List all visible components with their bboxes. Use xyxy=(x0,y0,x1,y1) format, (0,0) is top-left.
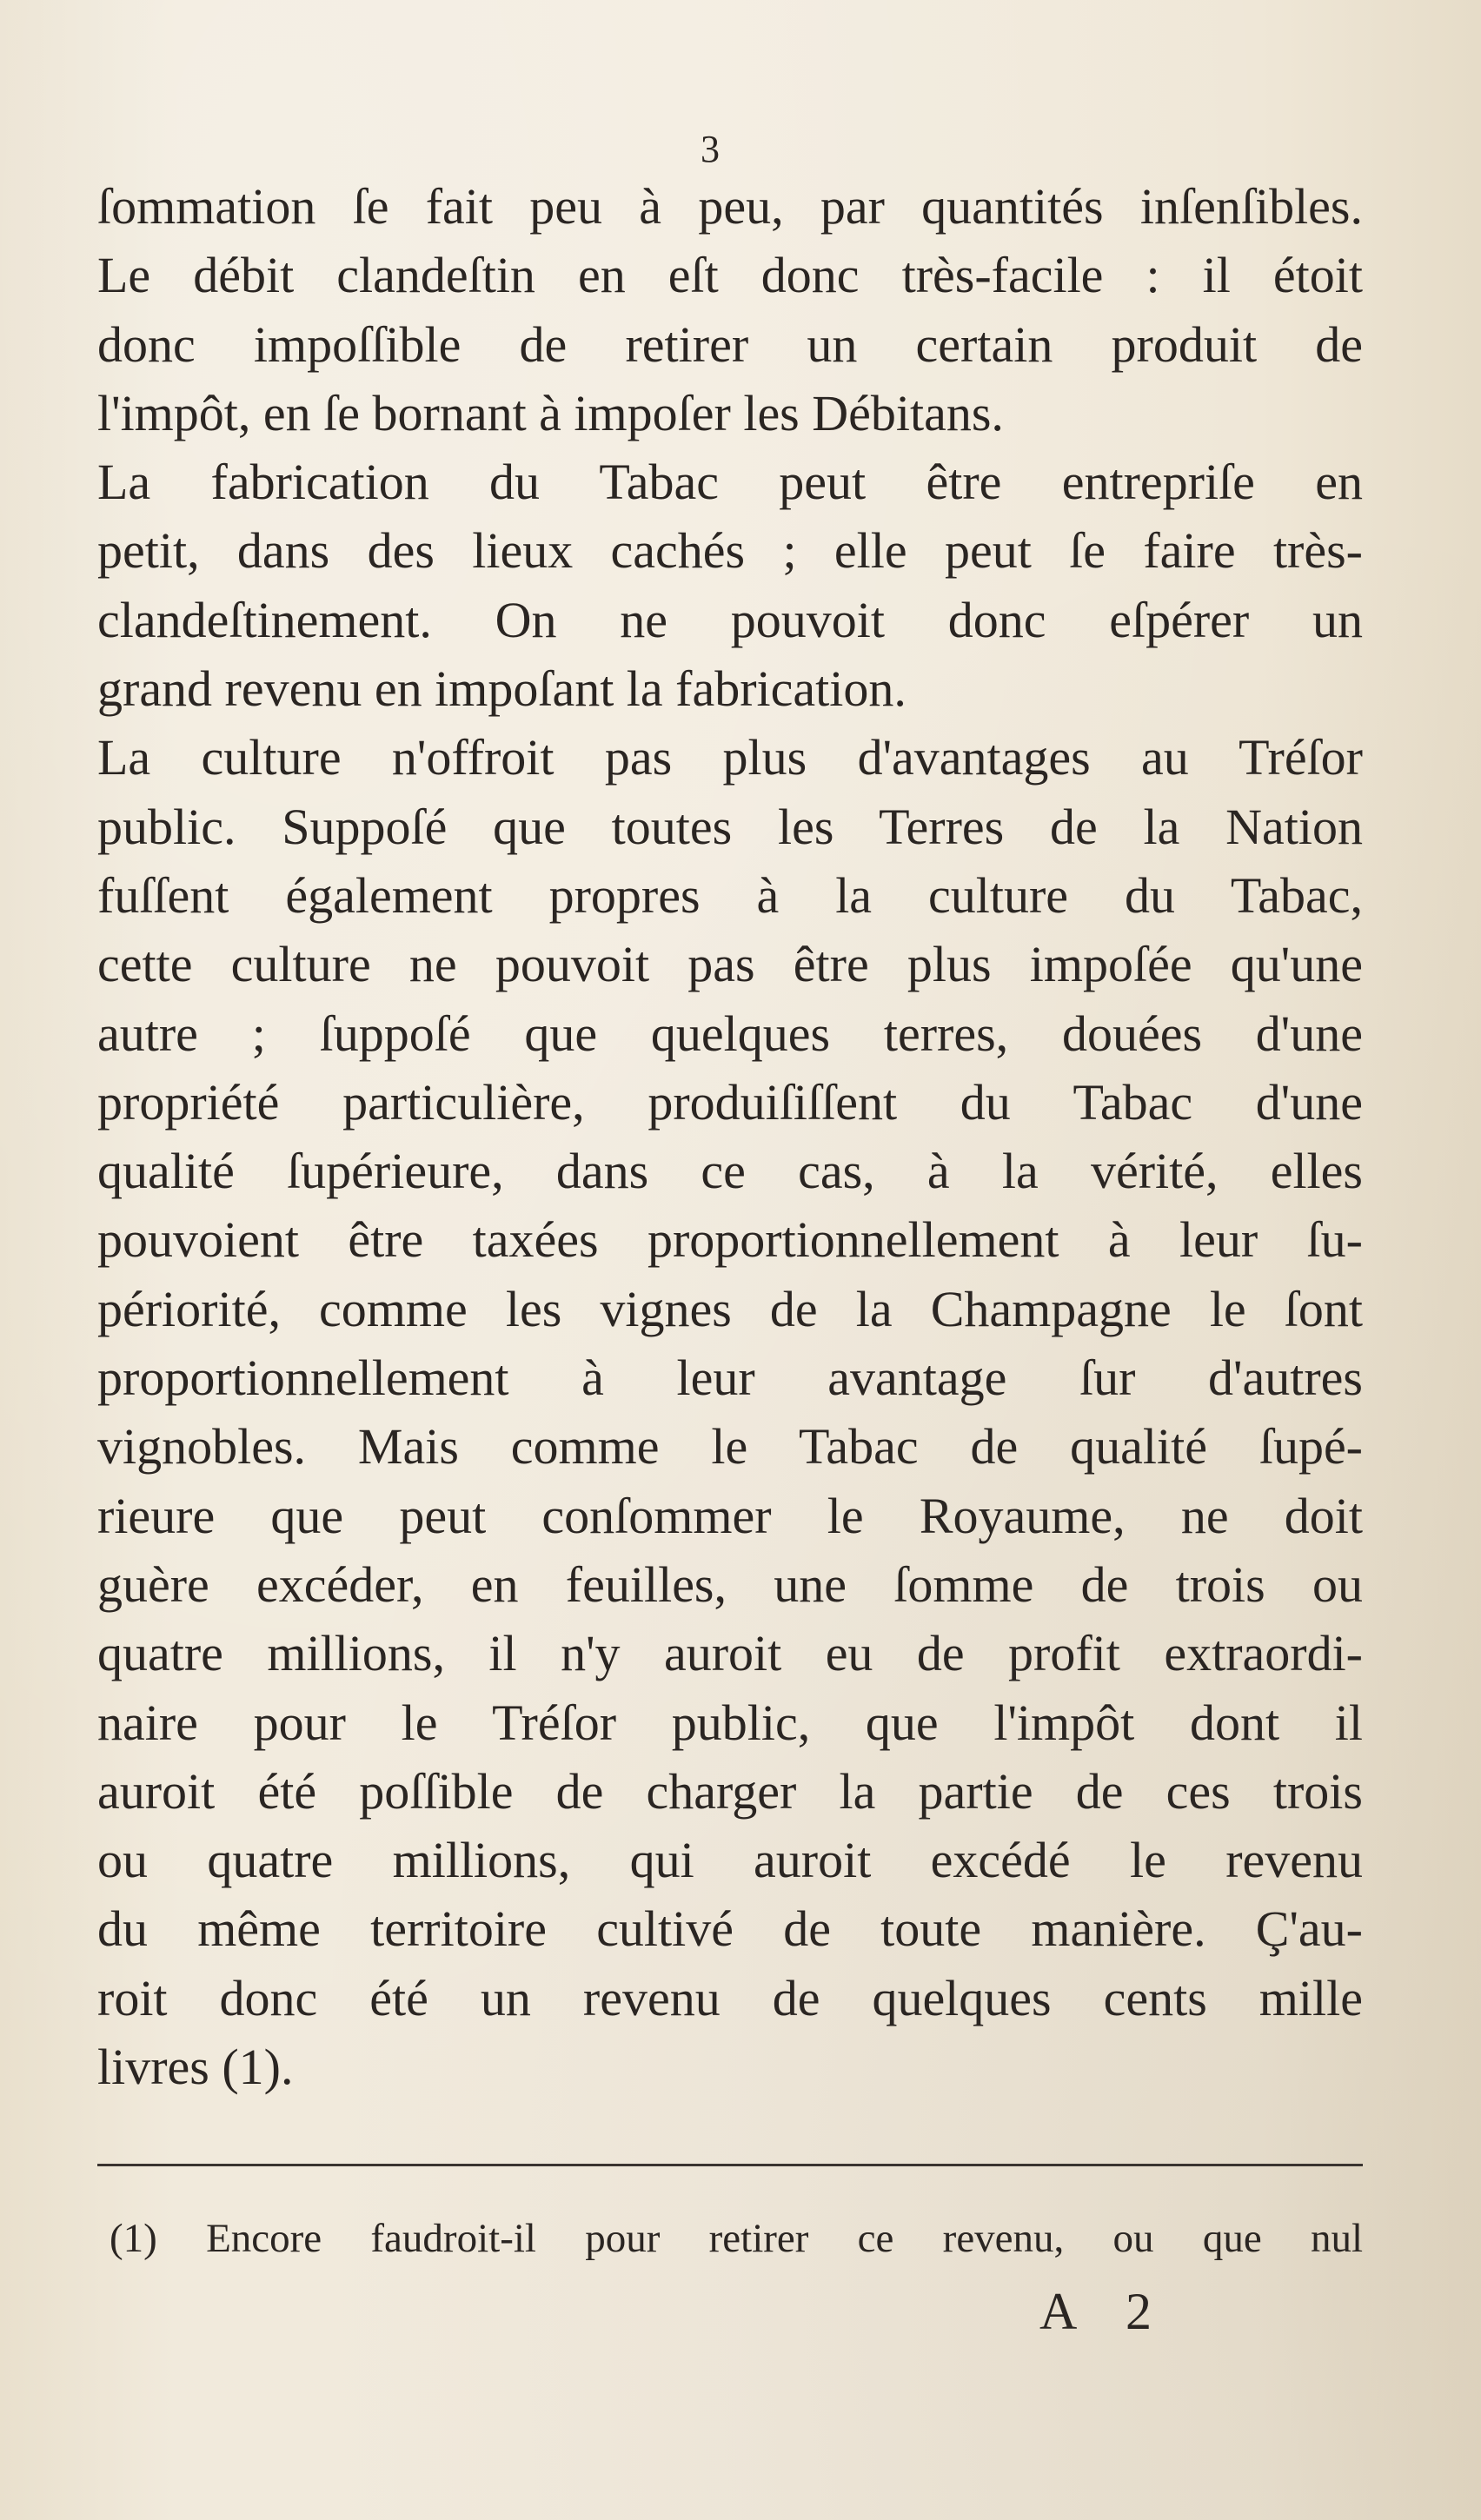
signature-mark: A 2 xyxy=(1039,2283,1172,2340)
text-line: périorité, comme les vignes de la Champagne le ſont xyxy=(97,1280,1363,1337)
text-line: propriété particulière, produiſiſſent du Tabac d'une xyxy=(97,1073,1363,1131)
text-line: rieure que peut conſommer le Royaume, ne doit xyxy=(97,1487,1363,1544)
page-number: 3 xyxy=(701,128,721,170)
text-line: clandeſtinement. On ne pouvoit donc eſpérer un xyxy=(97,591,1363,648)
text-line: l'impôt, en ſe bornant à impoſer les Débitans. xyxy=(97,384,1004,441)
text-line: guère excéder, en feuilles, une ſomme de trois ou xyxy=(97,1555,1363,1613)
text-line: auroit été poſſible de charger la partie de ces trois xyxy=(97,1762,1363,1820)
text-line: ou quatre millions, qui auroit excédé le revenu xyxy=(97,1832,1363,1889)
text-line: qualité ſupérieure, dans ce cas, à la vérité, elles xyxy=(97,1143,1363,1200)
text-line: du même territoire cultivé de toute manière. Ç'au- xyxy=(97,1900,1363,1958)
text-line: grand revenu en impoſant la fabrication. xyxy=(97,660,907,718)
text-line: donc impoſſible de retirer un certain produit de xyxy=(97,315,1363,373)
text-line: pouvoient être taxées proportionnellement à leur ſu- xyxy=(97,1211,1363,1269)
text-line: La culture n'offroit pas plus d'avantages au Tréſor xyxy=(97,729,1363,786)
text-line: proportionnellement à leur avantage ſur d'autres xyxy=(97,1350,1363,1407)
text-line: vignobles. Mais comme le Tabac de qualité ſupé- xyxy=(97,1418,1363,1476)
text-line: naire pour le Tréſor public, que l'impôt dont il xyxy=(97,1694,1363,1751)
text-line: ſommation ſe fait peu à peu, par quantités inſenſibles. xyxy=(97,178,1363,235)
text-line: roit donc été un revenu de quelques cents mille xyxy=(97,1969,1363,2026)
text-line: La fabrication du Tabac peut être entrepriſe en xyxy=(97,454,1363,511)
text-line: cette culture ne pouvoit pas être plus impoſée qu'une xyxy=(97,936,1363,993)
text-line: quatre millions, il n'y auroit eu de profit extraordi- xyxy=(97,1625,1363,1682)
footnote-rule xyxy=(97,2164,1363,2166)
text-line: fuſſent également propres à la culture du Tabac, xyxy=(97,866,1363,924)
body-text xyxy=(97,172,1363,2101)
text-line: Le débit clandeſtin en eſt donc très-facile : il étoit xyxy=(97,247,1363,304)
text-line: petit, dans des lieux cachés ; elle peut ſe faire très- xyxy=(97,522,1363,580)
text-line: autre ; ſuppoſé que quelques terres, douées d'une xyxy=(97,1005,1363,1062)
text-line: public. Suppoſé que toutes les Terres de la Nation xyxy=(97,798,1363,855)
footnote: (1) Encore faudroit-il pour retirer ce revenu, ou que nul xyxy=(110,2216,1363,2261)
text-line: livres (1). xyxy=(97,2039,294,2096)
